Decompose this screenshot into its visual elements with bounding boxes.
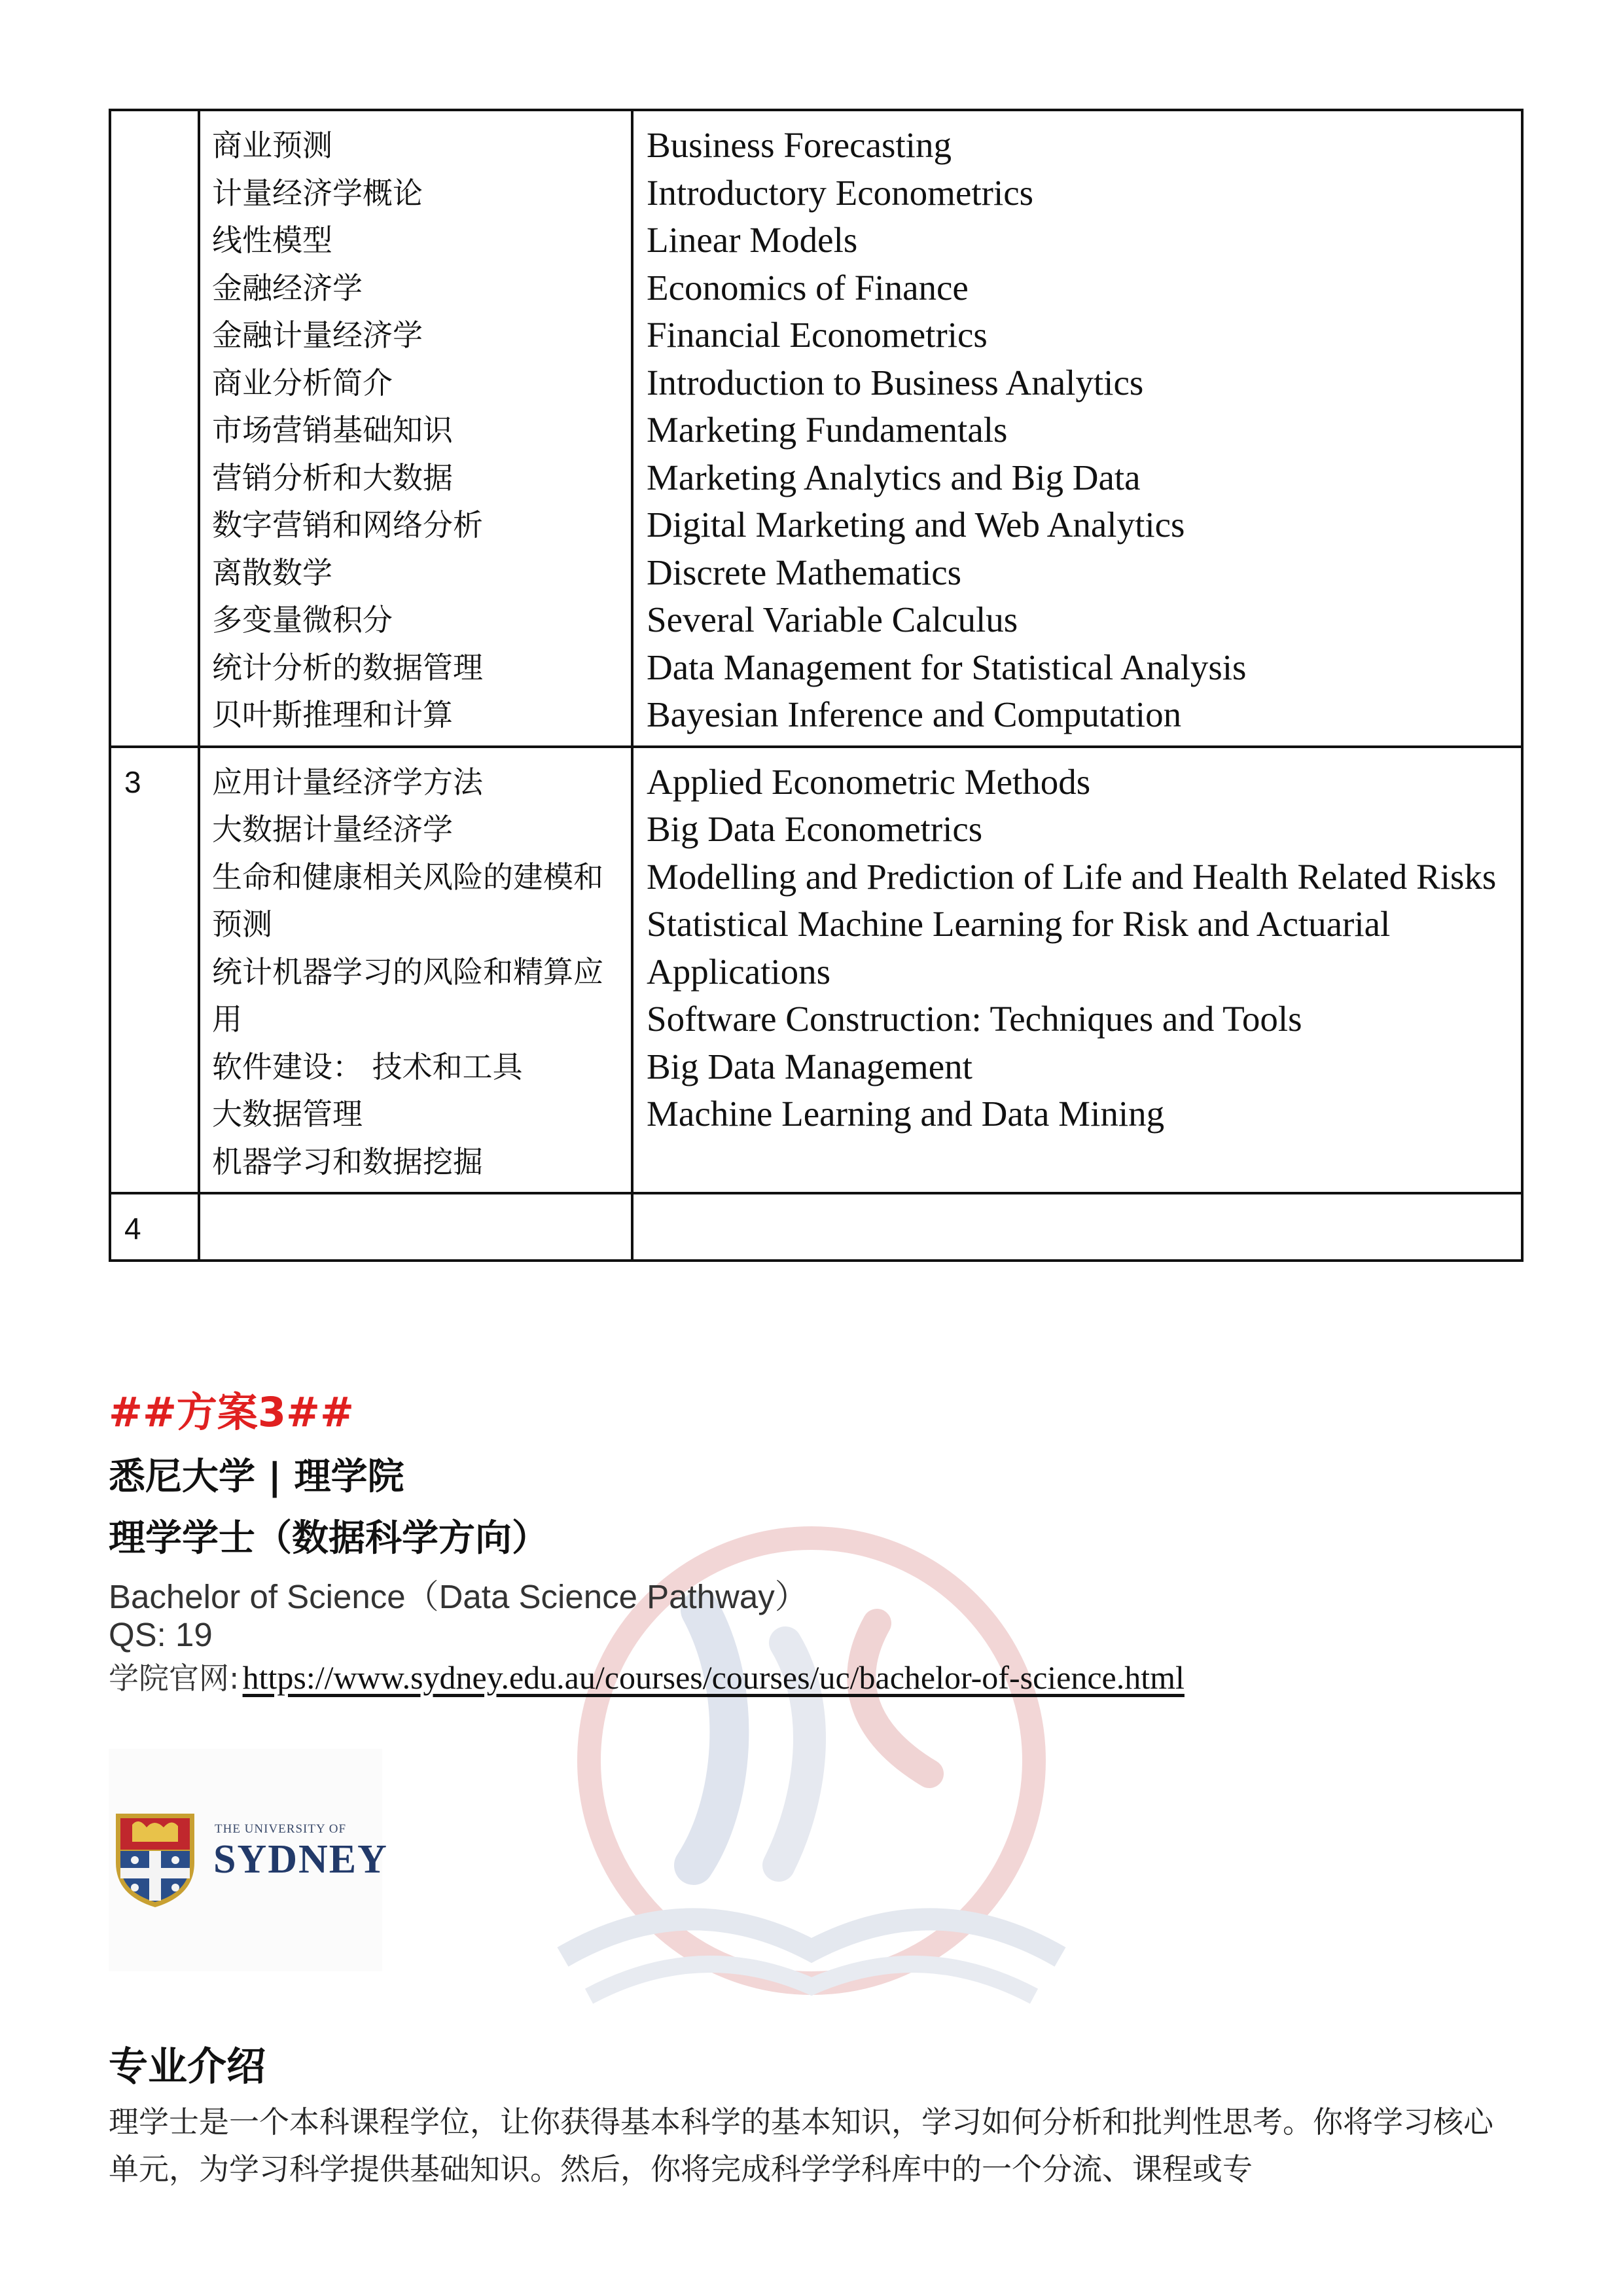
- logo-big-text: SYDNEY: [213, 1837, 388, 1882]
- course-name-cn: 统计机器学习的风险和精算应用: [212, 954, 603, 1037]
- website-label: 学院官网:: [109, 1660, 240, 1696]
- qs-ranking: QS: 19: [109, 1616, 213, 1653]
- course-table-body: [110, 110, 1522, 1261]
- course-name-en: Introduction to Business Analytics: [647, 362, 1144, 403]
- course-name-cn: 统计分析的数据管理: [212, 649, 483, 685]
- course-name-en-cell: [632, 110, 1522, 747]
- course-name-cn: 线性模型: [212, 223, 332, 258]
- course-table: [109, 109, 1524, 1262]
- course-name-cn: 市场营销基础知识: [212, 412, 453, 448]
- university-logo: [109, 1749, 388, 1971]
- course-name-en: Discrete Mathematics: [647, 552, 962, 592]
- course-name-cn: 商业分析简介: [212, 365, 393, 401]
- course-name-en: Bayesian Inference and Computation: [647, 694, 1182, 734]
- course-name-cn: 离散数学: [212, 554, 332, 590]
- course-name-en: Introductory Econometrics: [647, 172, 1034, 213]
- logo-small-text: THE UNIVERSITY OF: [215, 1822, 347, 1836]
- course-name-cn: 金融经济学: [212, 270, 363, 306]
- website-link[interactable]: https://www.sydney.edu.au/courses/courses/uc/bachelor-of-science.html: [242, 1659, 1185, 1696]
- university-name: 悉尼大学 | 理学院: [109, 1456, 404, 1498]
- course-name-cn: 生命和健康相关风险的建模和预测: [212, 859, 603, 942]
- course-name-en: Several Variable Calculus: [647, 600, 1018, 639]
- course-name-en: Big Data Econometrics: [647, 809, 983, 849]
- course-name-en-cell: [632, 1193, 1522, 1261]
- course-name-en: Marketing Analytics and Big Data: [647, 457, 1141, 497]
- course-name-en: Modelling and Prediction of Life and Health Related Risks: [647, 856, 1497, 897]
- course-name-cn: 应用计量经济学方法: [212, 764, 483, 800]
- table-row: [110, 1193, 1522, 1261]
- course-name-en: Business Forecasting: [647, 125, 952, 165]
- course-name-cn: 计量经济学概论: [212, 175, 423, 211]
- course-name-cn-cell: [199, 110, 632, 747]
- course-name-en: Marketing Fundamentals: [647, 410, 1008, 450]
- course-name-en: Data Management for Statistical Analysis: [647, 647, 1247, 687]
- course-name-cn-cell: [199, 747, 632, 1194]
- course-name-cn: 商业预测: [212, 128, 332, 163]
- table-row: [110, 747, 1522, 1194]
- degree-title-cn: 理学学士（数据科学方向）: [109, 1517, 548, 1560]
- website-row: [109, 1655, 1185, 1698]
- course-name-cn: 机器学习和数据挖掘: [212, 1143, 483, 1179]
- course-name-en: Big Data Management: [647, 1046, 972, 1086]
- course-name-cn: 软件建设： 技术和工具: [212, 1049, 523, 1085]
- section-heading: 专业介绍: [109, 2044, 266, 2090]
- course-name-en: Machine Learning and Data Mining: [647, 1094, 1165, 1134]
- year-cell: 4: [110, 1193, 199, 1261]
- degree-title-en: Bachelor of Science（Data Science Pathway）: [109, 1578, 808, 1615]
- intro-paragraph: 理学士是一个本科课程学位，让你获得基本科学的基本知识，学习如何分析和批判性思考。你将学习核心单元，为学习科学提供基础知识。然后，你将完成科学学科库中的一个分流、课程或专: [109, 2104, 1493, 2187]
- crest-icon: [113, 1810, 198, 1909]
- course-name-en: Digital Marketing and Web Analytics: [647, 505, 1185, 545]
- course-name-en: Software Construction: Techniques and Tools: [647, 999, 1302, 1039]
- course-name-cn: 大数据管理: [212, 1096, 363, 1132]
- course-name-cn: 多变量微积分: [212, 602, 393, 637]
- year-cell: [110, 110, 199, 747]
- plan-tag: ##方案3##: [109, 1388, 354, 1436]
- table-row: [110, 110, 1522, 747]
- course-name-en: Economics of Finance: [647, 267, 969, 308]
- course-name-cn: 贝叶斯推理和计算: [212, 697, 453, 732]
- course-name-cn-cell: [199, 1193, 632, 1261]
- course-name-cn: 营销分析和大数据: [212, 459, 453, 495]
- course-name-cn: 大数据计量经济学: [212, 812, 453, 847]
- course-name-en: Statistical Machine Learning for Risk and Actuarial Applications: [647, 904, 1391, 992]
- course-name-en: Financial Econometrics: [647, 315, 988, 355]
- year-cell: 3: [110, 747, 199, 1194]
- course-name-cn: 金融计量经济学: [212, 317, 423, 353]
- course-name-cn: 数字营销和网络分析: [212, 507, 483, 543]
- course-name-en: Linear Models: [647, 220, 858, 260]
- course-name-en: Applied Econometric Methods: [647, 761, 1091, 802]
- course-name-en-cell: [632, 747, 1522, 1194]
